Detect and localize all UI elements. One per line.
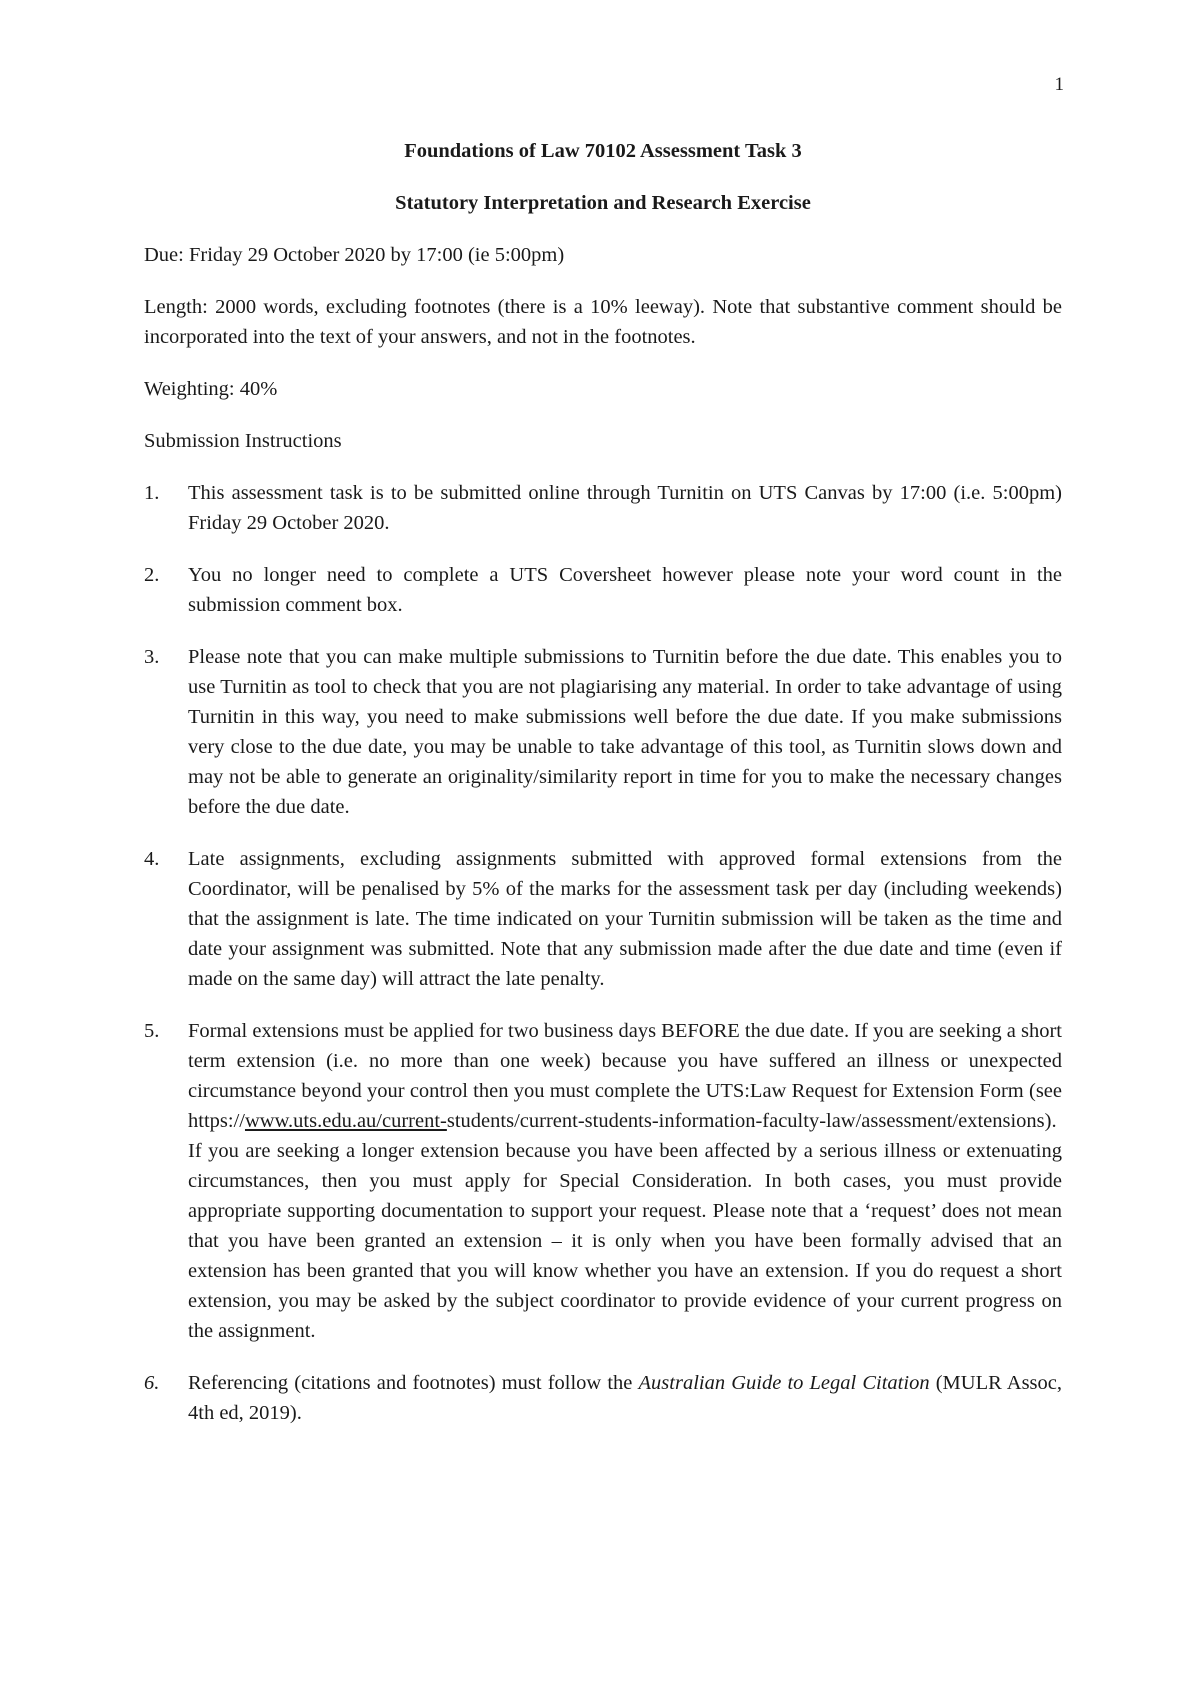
length-requirement: Length: 2000 words, excluding footnotes (there is a 10% leeway). Note that substantive comment should be incorporated into the text of your answers, and not in the footnotes.: [144, 296, 1062, 348]
document-body: [144, 136, 1062, 1450]
list-item: [144, 642, 1062, 822]
list-item-number: 6.: [144, 1372, 160, 1394]
page-number: 1: [1054, 74, 1064, 95]
list-item-text: [188, 1020, 1062, 1342]
list-item-number: 4.: [144, 848, 160, 870]
list-item-text: [188, 1372, 1062, 1424]
list-item: [144, 478, 1062, 538]
list-item-number: 5.: [144, 1020, 160, 1042]
list-item-text: Late assignments, excluding assignments submitted with approved formal extensions from the Coordinator, will be penalised by 5% of the marks for the assessment task per day (including weekends) that the assignment is late. The time indicated on your Turnitin submission will be taken as the time and date your assignment was submitted. Note that any submission made after the due date and time (even if made on the same day) will attract the late penalty.: [188, 848, 1062, 990]
referencing-text-start: Referencing (citations and footnotes) must follow the: [188, 1372, 639, 1394]
list-item-number: 2.: [144, 564, 160, 586]
referencing-text-end: (MULR Assoc, 4th ed, 2019).: [188, 1372, 1062, 1424]
list-item: [144, 1016, 1062, 1346]
submission-heading: Submission Instructions: [144, 430, 342, 452]
document-subtitle: Statutory Interpretation and Research Exercise: [395, 192, 811, 214]
document-title: Foundations of Law 70102 Assessment Task 3: [404, 140, 802, 162]
list-item-number: 1.: [144, 482, 160, 504]
list-item: [144, 560, 1062, 620]
weighting: Weighting: 40%: [144, 378, 278, 400]
citation-guide-title: Australian Guide to Legal Citation: [638, 1372, 930, 1394]
extensions-link[interactable]: www.uts.edu.au/current-: [244, 1110, 447, 1132]
list-item-number: 3.: [144, 646, 160, 668]
extension-text-start: Formal extensions must be applied for two business days BEFORE the due date. If you are seeking a short term extension (i.e. no more than one week) because you have suffered an illness or unexpected circumstance beyond your control then you must complete the UTS:Law Request for Extension Form (see https://: [188, 1020, 1062, 1132]
due-date: Due: Friday 29 October 2020 by 17:00 (ie 5:00pm): [144, 244, 565, 266]
list-item: [144, 1368, 1062, 1428]
list-item-text: This assessment task is to be submitted online through Turnitin on UTS Canvas by 17:00 (i.e. 5:00pm) Friday 29 October 2020.: [188, 482, 1062, 534]
list-item-text: Please note that you can make multiple submissions to Turnitin before the due date. This enables you to use Turnitin as tool to check that you are not plagiarising any material. In order to take advantage of using Turnitin in this way, you need to make submissions well before the due date. If you make submissions very close to the due date, you may be unable to take advantage of this tool, as Turnitin slows down and may not be able to generate an originality/similarity report in time for you to make the necessary changes before the due date.: [188, 646, 1062, 818]
extension-text-end: students/current-students-information-faculty-law/assessment/extensions). If you are seeking a longer extension because you have been affected by a serious illness or extenuating circumstances, then you must apply for Special Consideration. In both cases, you must provide appropriate supporting documentation to support your request. Please note that a ‘request’ does not mean that you have been granted an extension – it is only when you have been formally advised that an extension has been granted that you will know whether you have an extension. If you do request a short extension, you may be asked by the subject coordinator to provide evidence of your current progress on the assignment.: [188, 1110, 1062, 1342]
list-item: [144, 844, 1062, 994]
submission-instructions-list: [144, 478, 1062, 1428]
list-item-text: You no longer need to complete a UTS Coversheet however please note your word count in the submission comment box.: [188, 564, 1062, 616]
